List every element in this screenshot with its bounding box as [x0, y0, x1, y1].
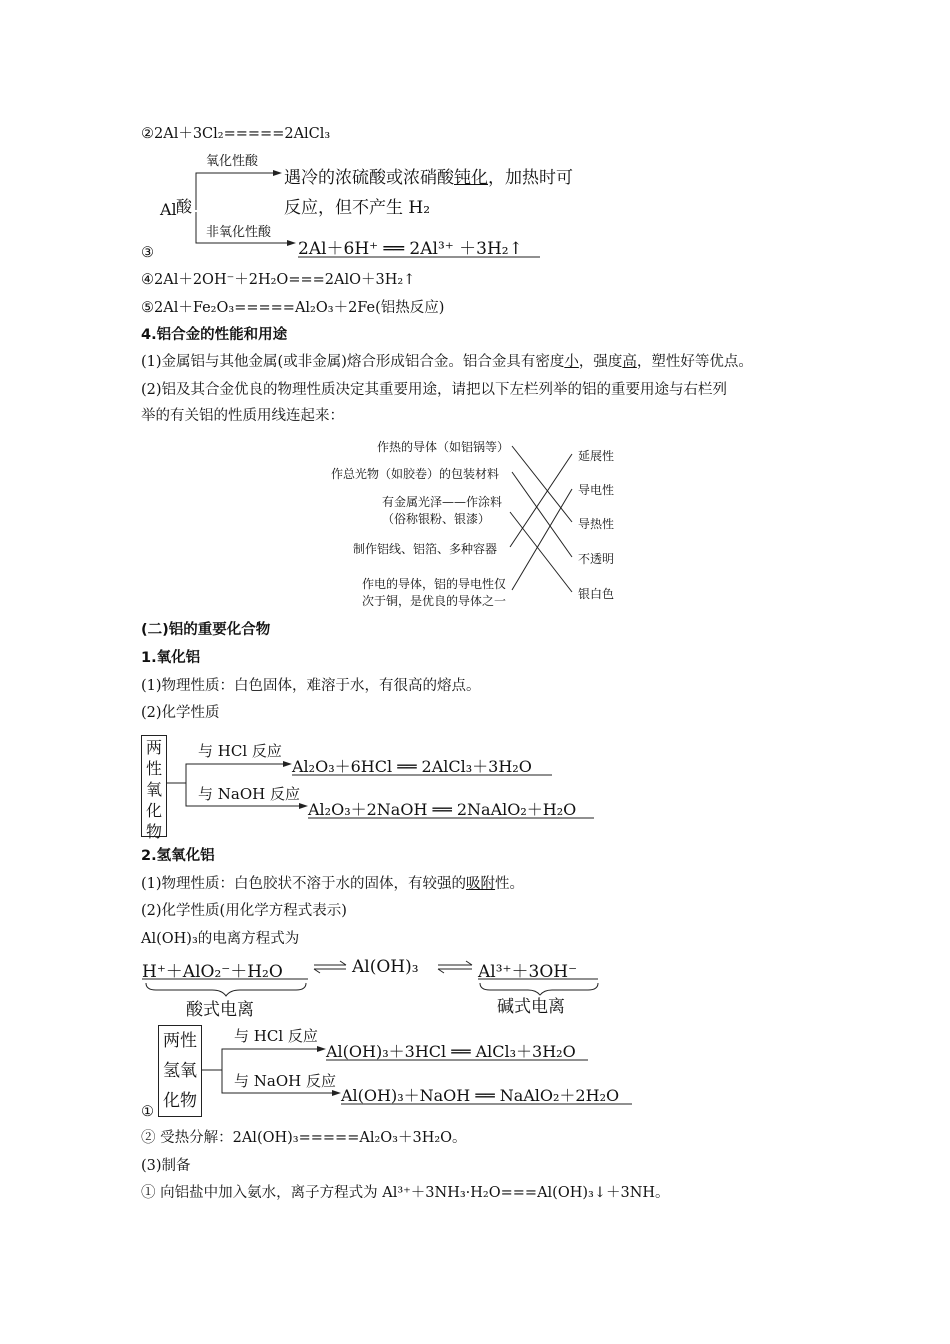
preparation-step-1: ① 向铝盐中加入氨水，离子方程式为 Al³⁺＋3NH₃·H₂O===Al(OH)₃↓＋3NH。	[141, 1185, 670, 1201]
acid-label: 酸	[176, 197, 193, 216]
hydroxide-naoh-label: 与 NaOH 反应	[234, 1072, 336, 1090]
circle-3: ③	[141, 245, 154, 261]
ionization-intro: Al(OH)₃的电离方程式为	[141, 931, 300, 947]
left-item-5b: 次于铜，是优良的导体之一	[362, 594, 507, 608]
amphoteric-hydroxide-box: 两性 氢氧 化物	[158, 1025, 202, 1117]
alumina-hcl-equation: Al₂O₃＋6HCl ══ 2AlCl₃＋3H₂O	[292, 757, 532, 776]
hydroxide-naoh-equation: Al(OH)₃＋NaOH ══ NaAlO₂＋2H₂O	[341, 1086, 620, 1105]
right-item-1: 延展性	[578, 449, 615, 463]
reaction-thermite: ⑤2Al＋Fe₂O₃=====Al₂O₃＋2Fe(铝热反应)	[141, 300, 445, 316]
heading-hydroxide: 2.氢氧化铝	[141, 848, 215, 864]
hydroxide-decomposition: ② 受热分解：2Al(OH)₃=====Al₂O₃＋3H₂O。	[141, 1130, 467, 1146]
alumina-naoh-equation: Al₂O₃＋2NaOH ══ 2NaAlO₂＋H₂O	[308, 800, 577, 819]
alumina-physical: (1)物理性质：白色固体，难溶于水，有很高的熔点。	[141, 678, 481, 694]
left-item-5a: 作电的导体，铝的导电性仅	[362, 577, 507, 591]
reaction-cl2: ②2Al＋3Cl₂=====2AlCl₃	[141, 126, 331, 142]
left-item-4: 制作铝线、铝箔、多种容器	[353, 542, 498, 556]
alumina-hcl-label: 与 HCl 反应	[198, 742, 282, 760]
al-label: Al	[160, 200, 177, 219]
reaction-oh: ④2Al＋2OH⁻＋2H₂O===2AlO＋3H₂↑	[141, 272, 416, 288]
heading-compounds: (二)铝的重要化合物	[141, 622, 271, 638]
hydroxide-chemical: (2)化学性质(用化学方程式表示)	[141, 903, 347, 919]
left-item-3a: 有金属光泽——作涂料	[382, 495, 503, 509]
heading-alumina: 1.氧化铝	[141, 650, 201, 666]
ox-acid-label: 氧化性酸	[206, 154, 259, 169]
acid-ionization-label: 酸式电离	[186, 1000, 254, 1020]
alumina-naoh-label: 与 NaOH 反应	[198, 785, 300, 803]
right-item-2: 导电性	[578, 483, 615, 497]
nonox-equation: 2Al＋6H⁺ ══ 2Al³⁺ ＋3H₂↑	[298, 239, 523, 259]
heading-alloy: 4.铝合金的性能和用途	[141, 327, 288, 343]
alloy-para-2a: (2)铝及其合金优良的物理性质决定其重要用途，请把以下左栏列举的铝的重要用途与右栏列	[141, 382, 728, 398]
left-item-2: 作总光物（如胶卷）的包装材料	[331, 467, 500, 481]
hydroxide-hcl-equation: Al(OH)₃＋3HCl ══ AlCl₃＋3H₂O	[326, 1042, 576, 1061]
alloy-para-2b: 举的有关铝的性质用线连起来：	[141, 408, 344, 424]
hydroxide-middle: Al(OH)₃	[352, 957, 419, 977]
hydroxide-hcl-label: 与 HCl 反应	[234, 1027, 318, 1045]
ox-result-line2: 反应，但不产生 H₂	[284, 198, 431, 218]
acid-ionization-side: H⁺＋AlO₂⁻＋H₂O	[142, 962, 283, 982]
right-item-3: 导热性	[578, 517, 615, 531]
alumina-chemical: (2)化学性质	[141, 705, 220, 721]
left-item-1: 作热的导体（如铝锅等）	[377, 440, 510, 454]
amphoteric-oxide-box: 两 性 氧 化 物	[141, 735, 167, 837]
alloy-para-1: (1)金属铝与其他金属(或非金属)熔合形成铝合金。铝合金具有密度小，强度高，塑性好等优点。	[141, 354, 753, 370]
circle-1: ①	[141, 1104, 154, 1120]
base-ionization-side: Al³⁺＋3OH⁻	[478, 962, 578, 982]
ox-result-line1: 遇冷的浓硫酸或浓硝酸钝化，加热时可	[284, 168, 573, 188]
preparation-heading: (3)制备	[141, 1158, 191, 1174]
base-ionization-label: 碱式电离	[497, 997, 565, 1017]
right-item-4: 不透明	[578, 552, 615, 566]
right-item-5: 银白色	[578, 587, 615, 601]
left-item-3b: （俗称银粉、银漆）	[382, 512, 491, 526]
nonox-acid-label: 非氧化性酸	[206, 225, 272, 240]
hydroxide-physical: (1)物理性质：白色胶状不溶于水的固体，有较强的吸附性。	[141, 876, 525, 892]
